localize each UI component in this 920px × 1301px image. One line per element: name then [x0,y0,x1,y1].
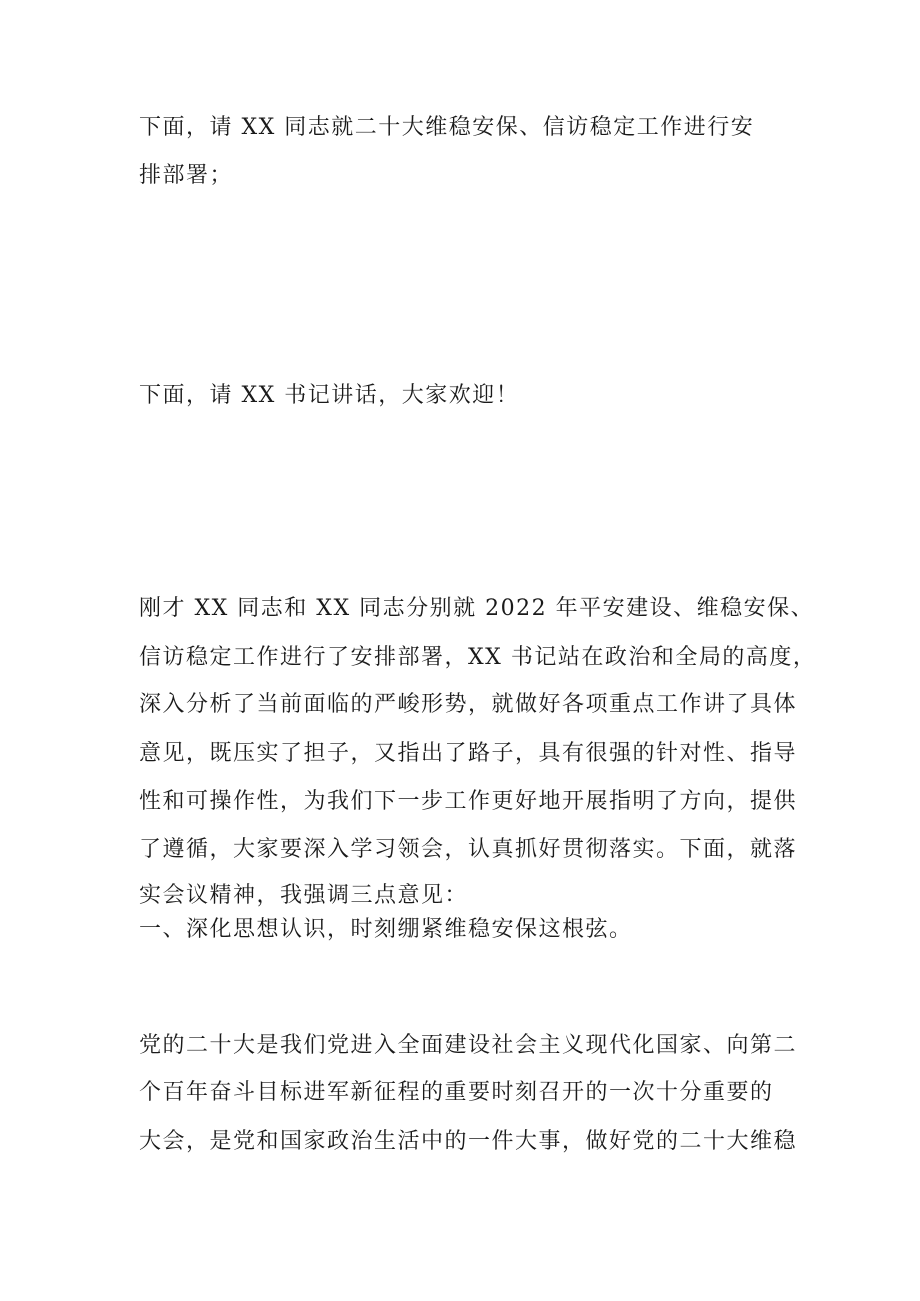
paragraph-line: 实会议精神，我强调三点意见： [139,883,469,908]
section-heading: 一、深化思想认识，时刻绷紧维稳安保这根弦。 [139,917,633,942]
paragraph-line: 下面，请 XX 同志就二十大维稳安保、信访稳定工作进行安 [139,115,755,140]
paragraph-line: 意见，既压实了担子，又指出了路子，具有很强的针对性、指导 [139,741,798,766]
paragraph-line: 了遵循，大家要深入学习领会，认真抓好贯彻落实。下面，就落 [139,837,798,862]
paragraph-line: 个百年奋斗目标进军新征程的重要时刻召开的一次十分重要的 [139,1080,774,1105]
paragraph-line: 大会，是党和国家政治生活中的一件大事，做好党的二十大维稳 [139,1129,798,1154]
paragraph-line: 性和可操作性，为我们下一步工作更好地开展指明了方向，提供 [139,789,798,814]
paragraph-line: 深入分析了当前面临的严峻形势，就做好各项重点工作讲了具体 [139,692,798,717]
paragraph-line: 排部署； [139,163,234,188]
paragraph-line: 信访稳定工作进行了安排部署，XX 书记站在政治和全局的高度， [139,645,817,670]
paragraph-line: 党的二十大是我们党进入全面建设社会主义现代化国家、向第二 [139,1033,798,1058]
paragraph-line: 刚才 XX 同志和 XX 同志分别就 2022 年平安建设、维稳安保、 [139,596,815,621]
paragraph-line: 下面，请 XX 书记讲话，大家欢迎！ [139,383,520,408]
